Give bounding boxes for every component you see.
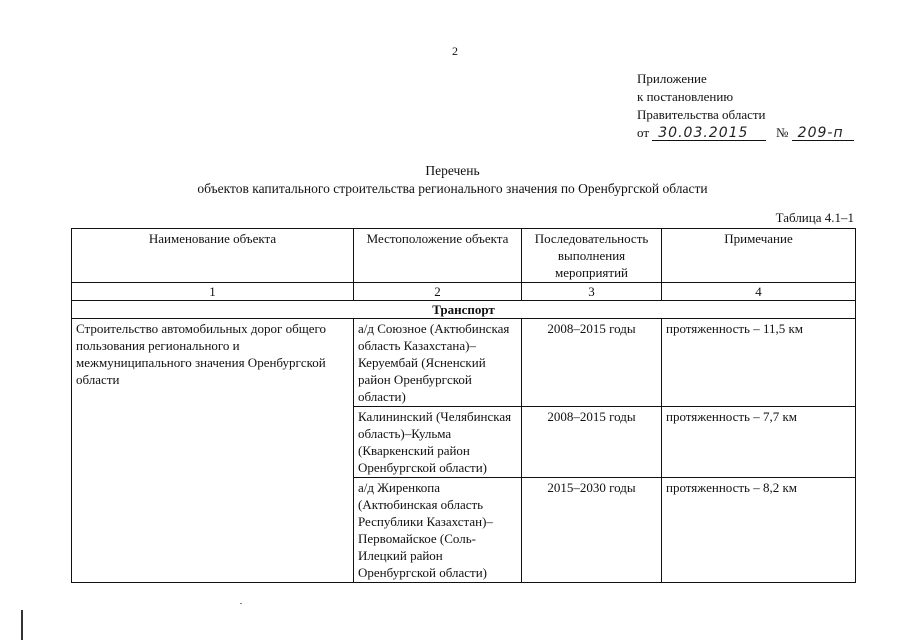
handwritten-number: 209-п — [792, 126, 854, 141]
column-number: 3 — [522, 283, 662, 301]
table-header-row — [72, 229, 856, 283]
column-number: 4 — [662, 283, 856, 301]
note-cell: протяженность – 7,7 км — [662, 407, 856, 478]
column-number: 2 — [354, 283, 522, 301]
handwritten-date: 30.03.2015 — [652, 126, 766, 141]
note-cell: протяженность – 11,5 км — [662, 319, 856, 407]
location-cell: Калининский (Челябинская область)–Кульма (Кваркенский район Оренбургской области) — [354, 407, 522, 478]
section-row — [72, 301, 856, 319]
term-cell: 2008–2015 годы — [522, 407, 662, 478]
column-number: 1 — [72, 283, 354, 301]
appendix-line-1: Приложение — [637, 71, 707, 86]
document-title: Перечень — [425, 163, 480, 178]
header-object-name: Наименование объекта — [72, 229, 354, 283]
scan-speck — [240, 603, 242, 604]
column-number-row — [72, 283, 856, 301]
note-cell: протяженность – 8,2 км — [662, 478, 856, 583]
section-transport: Транспорт — [72, 301, 856, 319]
appendix-header — [637, 70, 854, 142]
from-label: от — [637, 125, 650, 140]
objects-table — [71, 228, 856, 583]
document-subtitle: объектов капитального строительства регионального значения по Оренбургской области — [197, 181, 708, 196]
header-location: Местоположение объекта — [354, 229, 522, 283]
decree-line — [637, 124, 854, 142]
location-cell: а/д Жиренкопа (Актюбинская область Республики Казахстан)–Первомайское (Соль-Илецкий район Оренбургской области) — [354, 478, 522, 583]
scan-margin-mark — [21, 610, 23, 640]
appendix-line-3: Правительства области — [637, 107, 766, 122]
appendix-line-2: к постановлению — [637, 89, 734, 104]
term-cell: 2008–2015 годы — [522, 319, 662, 407]
object-name-cell: Строительство автомобильных дорог общего пользования регионального и межмуниципального значения Оренбургской области — [72, 319, 354, 583]
header-note: Примечание — [662, 229, 856, 283]
page-number: 2 — [452, 44, 458, 58]
term-cell: 2015–2030 годы — [522, 478, 662, 583]
header-sequence: Последовательность выполнения мероприятий — [522, 229, 662, 283]
number-label: № — [776, 125, 789, 140]
table-label: Таблица 4.1–1 — [775, 210, 854, 225]
table-row — [72, 319, 856, 407]
location-cell: а/д Союзное (Актюбинская область Казахстана)–Керуембай (Ясненский район Оренбургской области) — [354, 319, 522, 407]
